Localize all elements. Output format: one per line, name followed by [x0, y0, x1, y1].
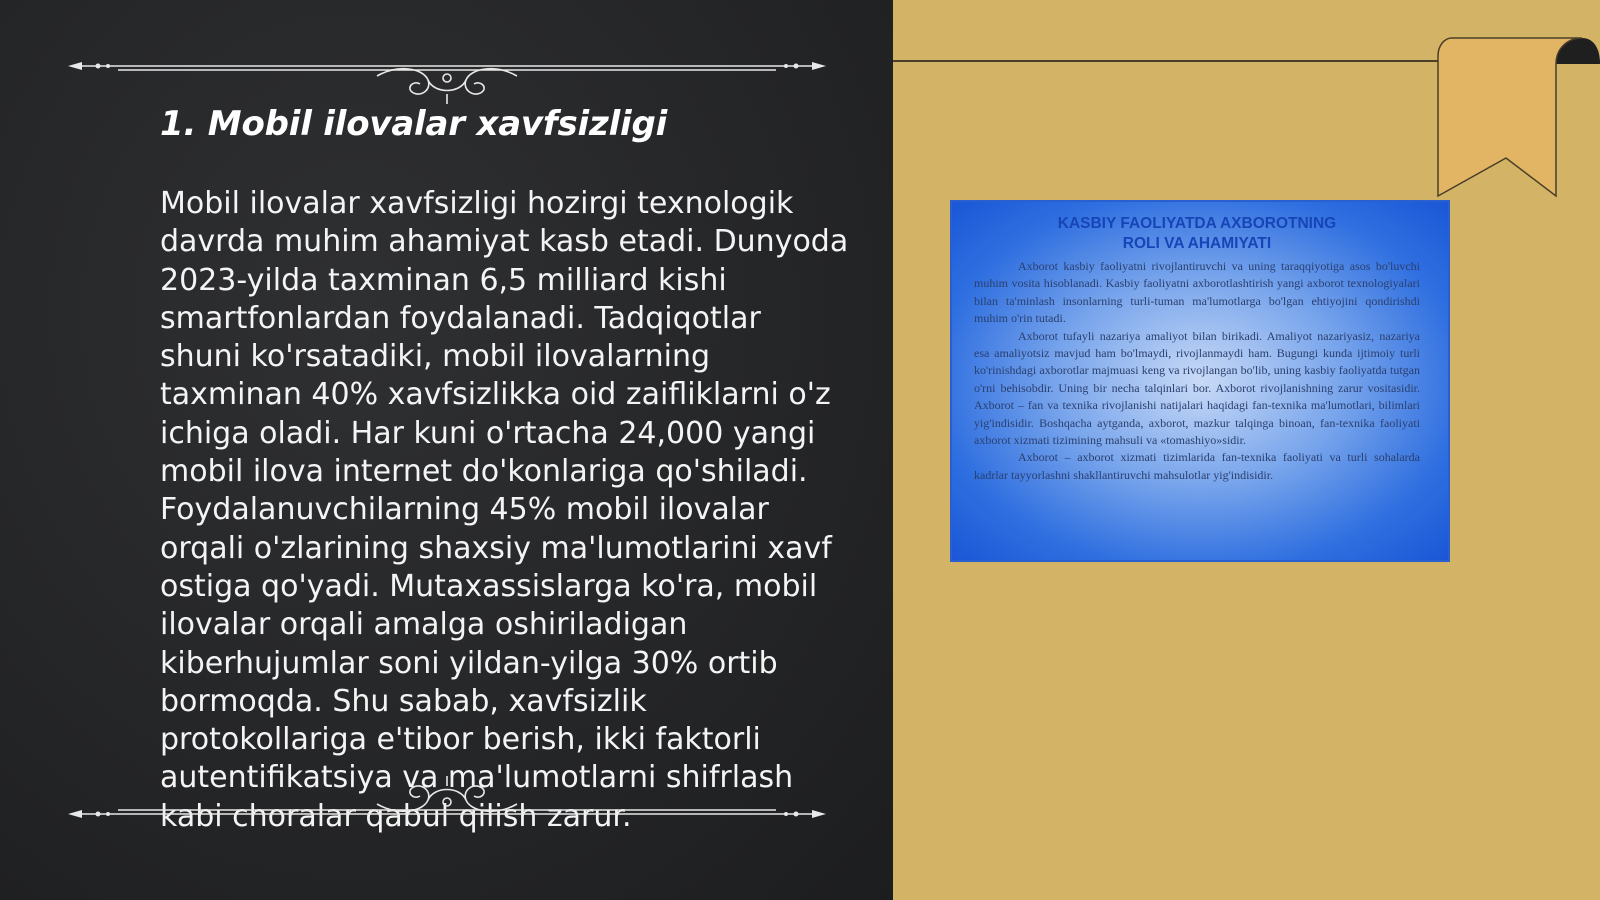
ornament-divider-top — [68, 54, 826, 104]
document-scan-image — [950, 200, 1450, 562]
document-heading-line-1: KASBIY FAOLIYATDA AXBOROTNING — [1057, 215, 1337, 232]
document-paragraph: Axborot kasbiy faoliyatni rivojlantiruvchi va uning taraqqiyotiga asos bo'luvchi muhim vosita hisoblanadi. Kasbiy faoliyatni axborotlashtirish yangi axborot texnologiyalari bilan ta'minlash insonlarning turli-tuman ma'lumotlarga bo'lgan ehtiyojini qondirishdi muhim o'rin tutadi. — [974, 259, 1420, 326]
slide-title: 1. Mobil ilovalar xavfsizligi — [160, 104, 668, 144]
document-heading — [974, 214, 1420, 254]
document-heading-line-2: ROLI VA AHAMIYATI — [1122, 235, 1272, 252]
document-paragraph: Axborot tufayli nazariya amaliyot bilan birikadi. Amaliyot nazariyasiz, nazariya esa amaliyotsiz mavjud ham bo'lmaydi, rivojlanmaydi ham. Bugungi kunda ijtimoiy turli ko'rinishdagi axborotlar majmuasi keng va rivojlangan bo'lib, uning kasbiy faoliyatda tutgan o'rni behisobdir. Uning bir necha talqinlari bor. Axborot rivojlanishning zarur vositasidir. Axborot – fan va texnika rivojlanishi natijalari haqidagi fan-texnika ma'lumotlari, bilimlari yig'indisidir. Boshqacha aytganda, axborot, mazkur talqinga binoan, fan-texnika faoliyati axborot xizmati tizimining mahsuli va «tomashiyo»sidir. — [974, 328, 1420, 448]
bookmark-ribbon-icon — [1432, 34, 1600, 200]
ornament-divider-bottom — [68, 776, 826, 826]
document-paragraph: Axborot – axborot xizmati tizimlarida fan-texnika faoliyati va turli sohalarda kadrlar tayyorlashni shakllantiruvchi mahsulotlar yig'indisidir. — [974, 450, 1420, 482]
slide-body-text: Mobil ilovalar xavfsizligi hozirgi texnologik davrda muhim ahamiyat kasb etadi. Dunyoda 2023-yilda taxminan 6,5 milliard kishi smartfonlardan foydalanadi. Tadqiqotlar shuni ko'rsatadiki, mobil ilovalarning taxminan 40% xavfsizlikka oid zaifliklarni o'z ichiga oladi. Har kuni o'rtacha 24,000 yangi mobil ilova internet do'konlariga qo'shiladi. Foydalanuvchilarning 45% mobil ilovalar orqali o'zlarining shaxsiy ma'lumotlarini xavf ostiga qo'yadi. Mutaxassislarga ko'ra, mobil ilovalar orqali amalga oshiriladigan kiberhujumlar soni yildan-yilga 30% ortib bormoqda. Shu sabab, xavfsizlik protokollariga e'tibor berish, ikki faktorli autentifikatsiya va ma'lumotlarni shifrlash kabi choralar qabul qilish zarur. — [160, 186, 849, 834]
